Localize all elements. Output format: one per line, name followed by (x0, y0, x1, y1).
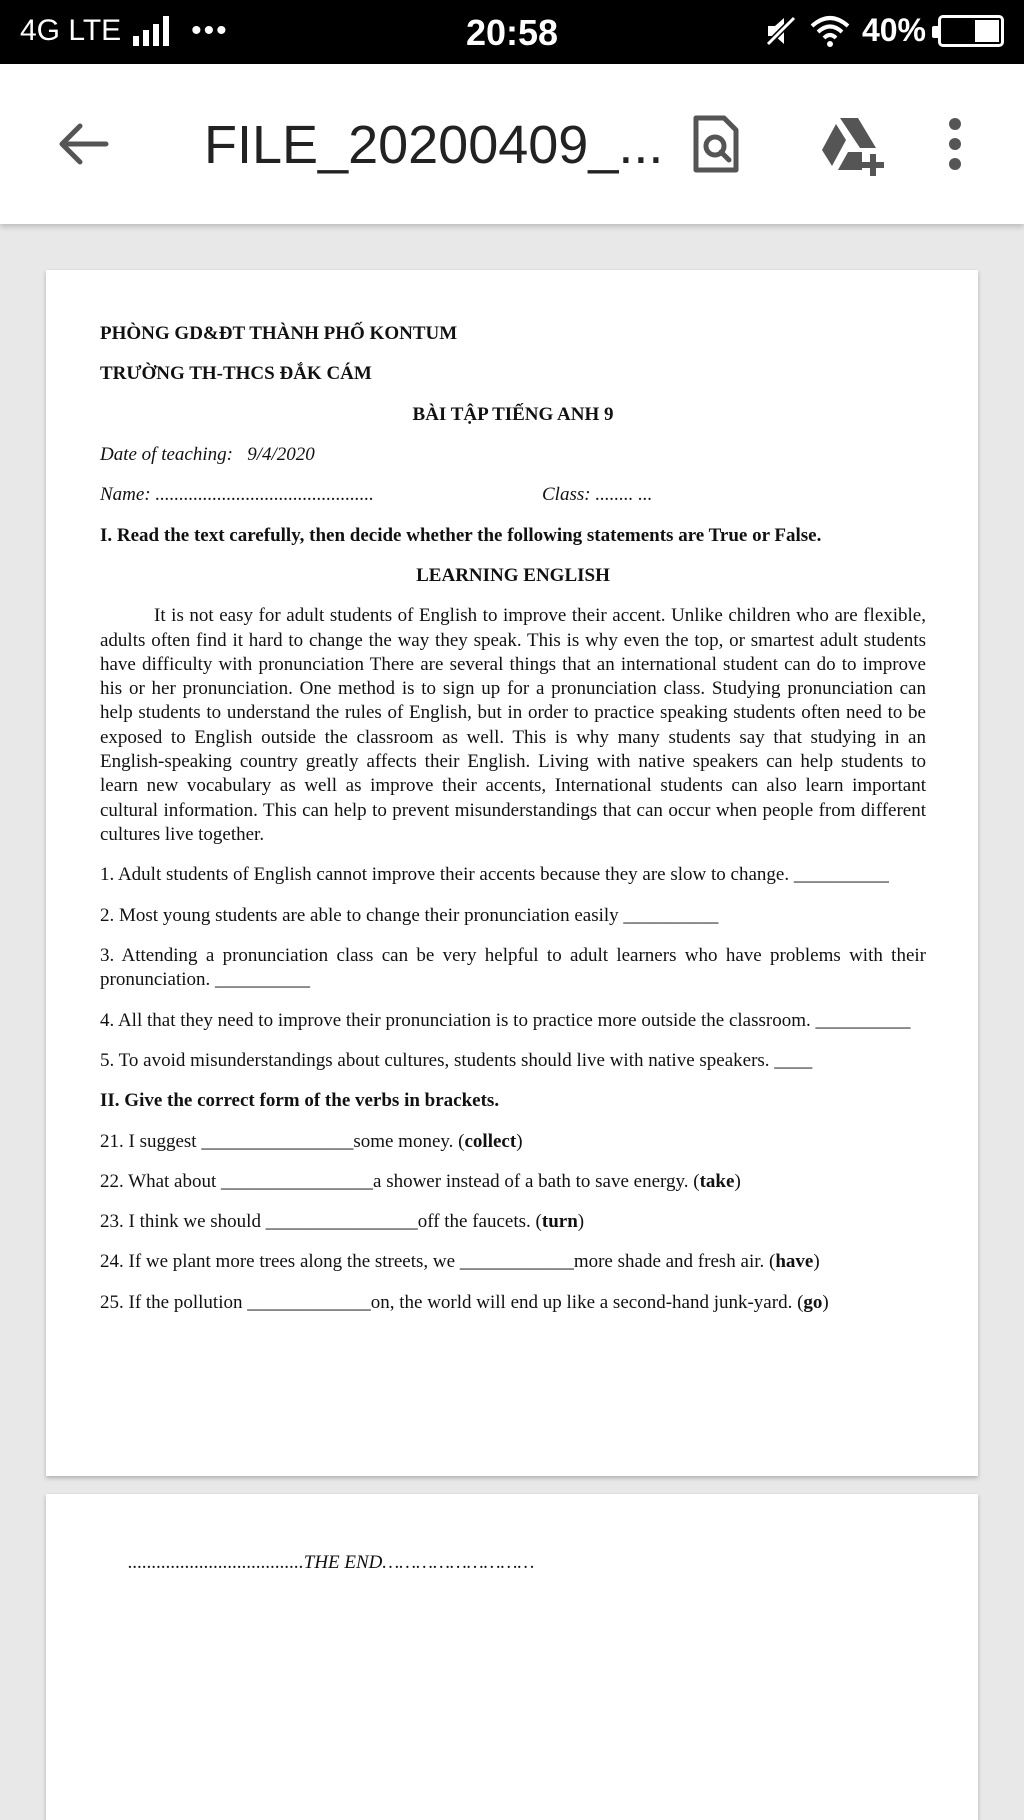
status-right (764, 12, 1004, 49)
verb-hint: collect (464, 1130, 517, 1152)
verb-hint: take (699, 1170, 735, 1192)
class-field: Class: ........ ... (542, 484, 653, 506)
statement-item: 2. Most young students are able to change their pronunciation easily __________ (100, 904, 719, 926)
file-title: FILE_20200409_... (204, 115, 664, 175)
verb-exercise-text: 22. What about ________________a shower instead of a bath to save energy. ( (100, 1170, 700, 1192)
add-to-drive-icon[interactable] (816, 112, 890, 176)
document-page-2[interactable] (46, 1494, 978, 1820)
date-label: Date of teaching: (100, 443, 233, 465)
verb-exercise-text: 25. If the pollution _____________on, the world will end up like a second-hand junk-yard. ( (100, 1291, 804, 1313)
document-page-1[interactable] (46, 270, 978, 1476)
verb-exercise-text: 23. I think we should ________________off the faucets. ( (100, 1211, 542, 1233)
name-class-line (100, 483, 926, 507)
section-2-heading: II. Give the correct form of the verbs in brackets. (100, 1090, 500, 1112)
status-bar (0, 0, 1024, 64)
statement-item: 3. Attending a pronunciation class can be very helpful to adult learners who have problems with their pronunciation. __________ (100, 944, 926, 991)
date-value: 9/4/2020 (247, 443, 315, 465)
verb-exercise-item (100, 1250, 926, 1274)
school-name: TRƯỜNG TH-THCS ĐẮK CÁM (100, 363, 372, 385)
verb-exercise-close: ) (813, 1251, 820, 1273)
verb-exercise-item (100, 1130, 926, 1154)
verb-exercise-item (100, 1210, 926, 1234)
verb-exercise-text: 21. I suggest ________________some money. ( (100, 1130, 465, 1152)
verb-exercise-close: ) (822, 1291, 829, 1313)
clock: 20:58 (465, 12, 559, 53)
verb-exercise-item (100, 1170, 926, 1194)
verb-exercise-text: 24. If we plant more trees along the streets, we ____________more shade and fresh air. ( (100, 1251, 776, 1273)
app-bar (0, 64, 1024, 224)
statement-item: 4. All that they need to improve their pronunciation is to practice more outside the classroom. __________ (100, 1009, 911, 1031)
statement-item: 1. Adult students of English cannot improve their accents because they are slow to change. __________ (100, 864, 889, 886)
mute-icon (764, 14, 798, 48)
passage-title: LEARNING ENGLISH (416, 564, 610, 586)
network-type: 4G LTE (20, 14, 122, 47)
verb-hint: turn (541, 1211, 578, 1233)
reading-passage: It is not easy for adult students of English to improve their accent. Unlike children who are flexible, adults often find it hard to change the way they speak. This is why even the top, or smartest adult students have difficulty with pronunciation There are several things that an international student can do to improve his or her pronunciation. One method is to sign up for a pronunciation class. Studying pronunciation can help students to understand the rules of English, but in order to practice speaking students often need to be exposed to English outside the classroom as well. This is why many students say that studying in an English-speaking country greatly affects their English. Living with native speakers can help students to learn new vocabulary as well as improve their accents, International students can also learn important cultural information. This can help to prevent misunderstandings that can occur when people from different cultures live together. (100, 605, 926, 845)
battery-icon (938, 15, 1004, 47)
verb-exercise-close: ) (577, 1211, 585, 1233)
date-line (100, 443, 926, 467)
verb-exercise-item (100, 1291, 926, 1315)
document-content (100, 322, 926, 1331)
wifi-icon (810, 14, 850, 48)
section-1-heading: I. Read the text carefully, then decide whether the following statements are True or False. (100, 524, 822, 546)
school-department: PHÒNG GD&ĐT THÀNH PHỐ KONTUM (100, 323, 458, 344)
back-arrow-icon[interactable] (50, 112, 114, 176)
verb-exercise-close: ) (516, 1130, 523, 1152)
more-vert-icon[interactable] (940, 112, 970, 176)
statement-item: 5. To avoid misunderstandings about cultures, students should live with native speakers. ____ (100, 1049, 813, 1071)
verb-hint: have (775, 1251, 814, 1273)
verb-exercise-close: ) (734, 1170, 741, 1192)
battery-percent: 40% (861, 12, 926, 48)
verb-hint: go (803, 1291, 823, 1313)
name-field: Name: .............................................. (100, 484, 374, 506)
search-document-icon[interactable] (684, 112, 748, 176)
worksheet-title: BÀI TẬP TIẾNG ANH 9 (412, 403, 614, 425)
the-end-line: .....................................THE END……………………… (128, 1552, 535, 1573)
more-notifications-icon: ••• (191, 14, 229, 47)
